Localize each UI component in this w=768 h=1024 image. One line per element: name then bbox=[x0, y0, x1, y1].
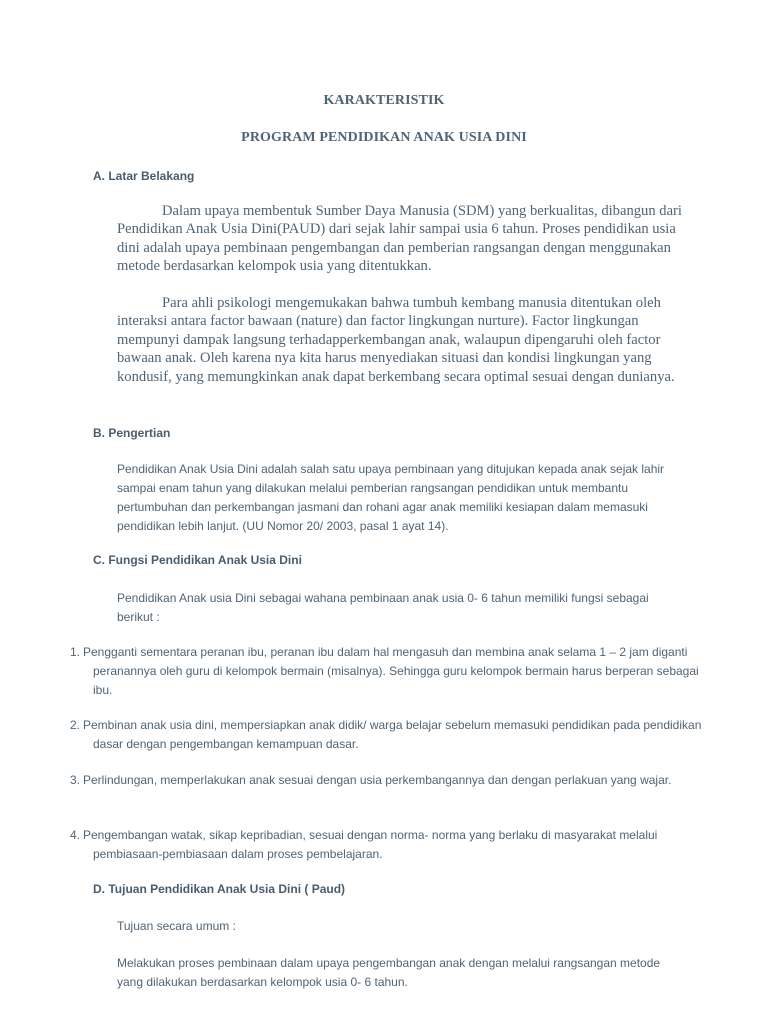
list-item-number: 3. bbox=[70, 773, 81, 787]
list-item-number: 1. bbox=[70, 645, 81, 659]
section-a-paragraph-1: Dalam upaya membentuk Sumber Daya Manusia (SDM) yang berkualitas, dibangun dari Pendidikan Anak Usia Dini(PAUD) dari sejak lahir sampai usia 6 tahun. Proses pendidikan usia dini adalah upaya pembinaan pengembangan dan pemberian rangsangan dengan menggunakan metode berdasarkan kelompok usia yang ditentukkan. bbox=[117, 203, 682, 275]
list-item-number: 4. bbox=[70, 828, 81, 842]
list-item-text: Perlindungan, memperlakukan anak sesuai dengan usia perkembangannya dan dengan perlakuan yang wajar. bbox=[83, 773, 672, 787]
section-d-paragraph: Melakukan proses pembinaan dalam upaya pengembangan anak dengan melalui rangsangan metode yang dilakukan berdasarkan kelompok usia 0- 6 tahun. bbox=[117, 956, 661, 989]
list-item bbox=[70, 643, 703, 700]
list-item bbox=[70, 771, 703, 790]
list-item-text: Pembinan anak usia dini, mempersiapkan anak didik/ warga belajar sebelum memasuki pendidikan pada pendidikan dasar dengan pengembangan kemampuan dasar. bbox=[83, 718, 702, 751]
document-subtitle: PROGRAM PENDIDIKAN ANAK USIA DINI bbox=[241, 130, 527, 145]
list-item-number: 2. bbox=[70, 718, 81, 732]
section-a-paragraph-2: Para ahli psikologi mengemukakan bahwa tumbuh kembang manusia ditentukan oleh interaksi antara factor bawaan (nature) dan factor lingkungan nurture). Factor lingkungan mempunyi dampak langsung terhadapperkembangan anak, walaupun dipengaruhi oleh factor bawaan anak. Oleh karena nya kita harus menyediakan situasi dan kondisi lingkungan yang kondusif, yang memungkinkan anak dapat berkembang secara optimal sesuai dengan dunianya. bbox=[117, 295, 675, 385]
section-d-heading: D. Tujuan Pendidikan Anak Usia Dini ( Paud) bbox=[93, 882, 346, 896]
document-title: KARAKTERISTIK bbox=[323, 93, 445, 108]
section-b-paragraph: Pendidikan Anak Usia Dini adalah salah satu upaya pembinaan yang ditujukan kepada anak sejak lahir sampai enam tahun yang dilakukan melalui pemberian rangsangan pendidikan untuk membantu pertumbuhan dan perkembangan jasmani dan rohani agar anak memiliki kesiapan dalam memasuki pendidikan lebih lanjut. (UU Nomor 20/ 2003, pasal 1 ayat 14). bbox=[117, 462, 665, 533]
list-item-text: Pengganti sementara peranan ibu, peranan ibu dalam hal mengasuh dan membina anak selama 1 – 2 jam diganti peranannya oleh guru di kelompok bermain (misalnya). Sehingga guru kelompok bermain harus berperan sebagai ibu. bbox=[83, 645, 699, 697]
list-item-text: Pengembangan watak, sikap kepribadian, sesuai dengan norma- norma yang berlaku di masyarakat melalui pembiasaan-pembiasaan dalam proses pembelajaran. bbox=[83, 828, 658, 861]
section-a-heading: A. Latar Belakang bbox=[93, 169, 195, 183]
list-item bbox=[70, 826, 703, 864]
list-item bbox=[70, 716, 703, 754]
section-b-heading: B. Pengertian bbox=[93, 426, 171, 440]
section-c-heading: C. Fungsi Pendidikan Anak Usia Dini bbox=[93, 553, 302, 567]
section-d-subheading: Tujuan secara umum : bbox=[117, 919, 236, 933]
section-c-intro: Pendidikan Anak usia Dini sebagai wahana pembinaan anak usia 0- 6 tahun memiliki fungsi sebagai berikut : bbox=[117, 591, 649, 624]
